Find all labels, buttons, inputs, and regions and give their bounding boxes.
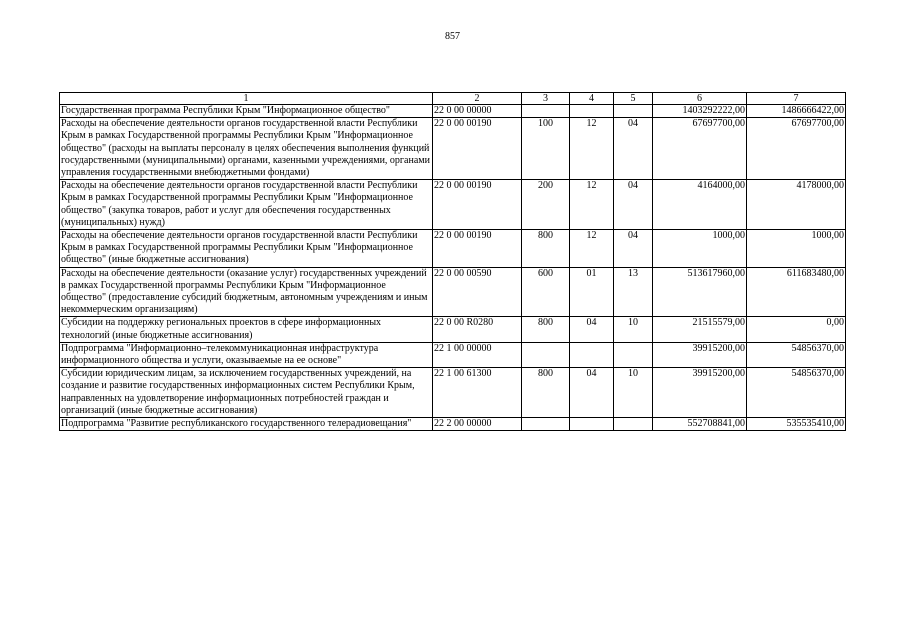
row-code: 22 1 00 61300 xyxy=(433,368,522,418)
row-col5 xyxy=(614,105,653,118)
row-col3 xyxy=(522,418,570,431)
table-row xyxy=(60,317,846,342)
column-header: 5 xyxy=(614,93,653,105)
row-col4: 04 xyxy=(570,368,614,418)
row-amount-col6: 39915200,00 xyxy=(653,342,747,367)
row-col4: 12 xyxy=(570,118,614,180)
table-row xyxy=(60,118,846,180)
row-amount-col7: 54856370,00 xyxy=(747,368,846,418)
row-amount-col6: 1000,00 xyxy=(653,230,747,268)
row-col5 xyxy=(614,342,653,367)
row-name: Расходы на обеспечение деятельности органов государственной власти Республики Крым в рамках Государственной программы Республики Крым "Информационное общество" (иные бюджетные ассигнования) xyxy=(60,230,433,268)
row-name: Субсидии на поддержку региональных проектов в сфере информационных технологий (иные бюджетные ассигнования) xyxy=(60,317,433,342)
row-col5: 04 xyxy=(614,180,653,230)
row-col5: 10 xyxy=(614,317,653,342)
row-code: 22 0 00 00190 xyxy=(433,180,522,230)
row-col5: 13 xyxy=(614,267,653,317)
row-col3: 200 xyxy=(522,180,570,230)
row-amount-col7: 67697700,00 xyxy=(747,118,846,180)
row-col4 xyxy=(570,342,614,367)
row-name: Субсидии юридическим лицам, за исключением государственных учреждений, на создание и развитие государственных информационных систем Республики Крым, направленных на удовлетворение информационных потребностей граждан и организаций (иные бюджетные ассигнования) xyxy=(60,368,433,418)
row-col3: 800 xyxy=(522,368,570,418)
row-code: 22 0 00 00000 xyxy=(433,105,522,118)
row-amount-col6: 67697700,00 xyxy=(653,118,747,180)
row-amount-col6: 513617960,00 xyxy=(653,267,747,317)
row-name: Подпрограмма "Развитие республиканского государственного телерадиовещания" xyxy=(60,418,433,431)
row-col4: 12 xyxy=(570,180,614,230)
column-header: 3 xyxy=(522,93,570,105)
table-row xyxy=(60,368,846,418)
row-col3: 600 xyxy=(522,267,570,317)
row-amount-col7: 535535410,00 xyxy=(747,418,846,431)
row-col4 xyxy=(570,418,614,431)
row-col3: 800 xyxy=(522,230,570,268)
table-row xyxy=(60,230,846,268)
row-col4: 12 xyxy=(570,230,614,268)
table-row xyxy=(60,180,846,230)
row-amount-col6: 39915200,00 xyxy=(653,368,747,418)
row-amount-col7: 54856370,00 xyxy=(747,342,846,367)
table-row xyxy=(60,267,846,317)
table-row xyxy=(60,105,846,118)
row-col5 xyxy=(614,418,653,431)
row-name: Подпрограмма "Информационно–телекоммуникационная инфраструктура информационного общества и услуги, оказываемые на ее основе" xyxy=(60,342,433,367)
column-header: 4 xyxy=(570,93,614,105)
row-name: Расходы на обеспечение деятельности органов государственной власти Республики Крым в рамках Государственной программы Республики Крым "Информационное общество" (расходы на выплаты персоналу в целях обеспечения выполнения функций государственными (муниципальными) органами, казенными учреждениями, органами управления государственными внебюджетными фондами) xyxy=(60,118,433,180)
table-header-row xyxy=(60,93,846,105)
row-amount-col7: 611683480,00 xyxy=(747,267,846,317)
row-amount-col7: 4178000,00 xyxy=(747,180,846,230)
row-amount-col7: 0,00 xyxy=(747,317,846,342)
table-row xyxy=(60,418,846,431)
page-number: 857 xyxy=(445,31,460,42)
table-row xyxy=(60,342,846,367)
row-name: Расходы на обеспечение деятельности (оказание услуг) государственных учреждений в рамках Государственной программы Республики Крым "Информационное общество" (предоставление субсидий бюджетным, автономным учреждениям и иным некоммерческим организациям) xyxy=(60,267,433,317)
column-header: 6 xyxy=(653,93,747,105)
column-header: 1 xyxy=(60,93,433,105)
row-code: 22 2 00 00000 xyxy=(433,418,522,431)
row-code: 22 1 00 00000 xyxy=(433,342,522,367)
row-code: 22 0 00 R0280 xyxy=(433,317,522,342)
row-code: 22 0 00 00190 xyxy=(433,118,522,180)
row-code: 22 0 00 00190 xyxy=(433,230,522,268)
row-name: Расходы на обеспечение деятельности органов государственной власти Республики Крым в рамках Государственной программы Республики Крым "Информационное общество" (закупка товаров, работ и услуг для обеспечения государственных (муниципальных) нужд) xyxy=(60,180,433,230)
row-col5: 04 xyxy=(614,118,653,180)
row-code: 22 0 00 00590 xyxy=(433,267,522,317)
row-amount-col6: 21515579,00 xyxy=(653,317,747,342)
row-col3: 100 xyxy=(522,118,570,180)
row-col4: 04 xyxy=(570,317,614,342)
row-amount-col6: 4164000,00 xyxy=(653,180,747,230)
column-header: 7 xyxy=(747,93,846,105)
row-amount-col6: 552708841,00 xyxy=(653,418,747,431)
row-col3 xyxy=(522,105,570,118)
row-name: Государственная программа Республики Крым "Информационное общество" xyxy=(60,105,433,118)
row-col3: 800 xyxy=(522,317,570,342)
row-col5: 04 xyxy=(614,230,653,268)
row-amount-col7: 1000,00 xyxy=(747,230,846,268)
row-col3 xyxy=(522,342,570,367)
row-col4: 01 xyxy=(570,267,614,317)
row-amount-col6: 1403292222,00 xyxy=(653,105,747,118)
row-col5: 10 xyxy=(614,368,653,418)
budget-table xyxy=(59,92,846,431)
column-header: 2 xyxy=(433,93,522,105)
row-amount-col7: 1486666422,00 xyxy=(747,105,846,118)
row-col4 xyxy=(570,105,614,118)
